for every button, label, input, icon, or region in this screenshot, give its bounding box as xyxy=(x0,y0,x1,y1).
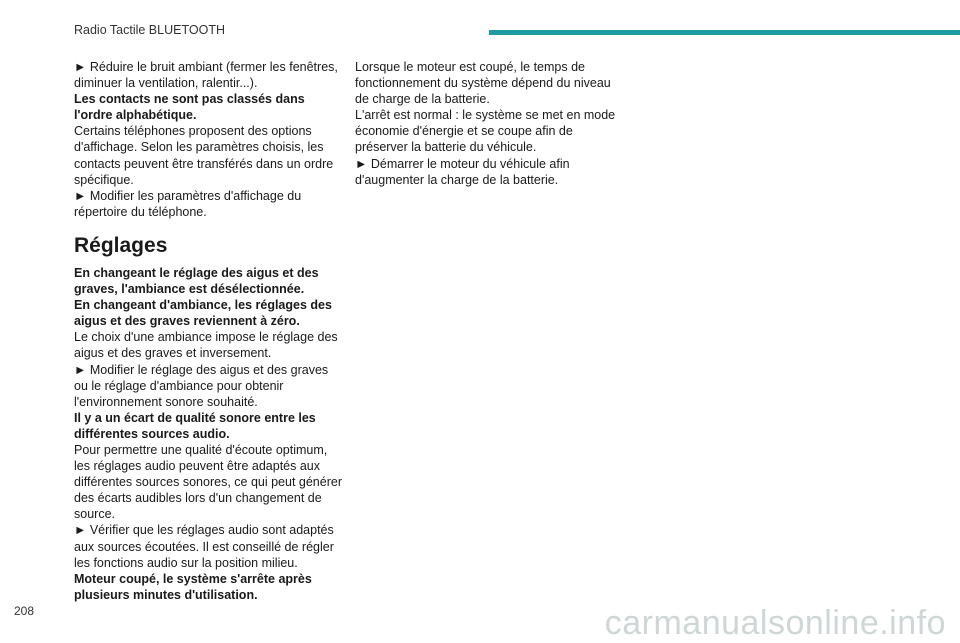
paragraph: ► Réduire le bruit ambiant (fermer les fenêtres, diminuer la ventilation, ralentir...). xyxy=(74,60,338,91)
paragraph: L'arrêt est normal : le système se met en mode économie d'énergie et se coupe afin de préserver la batterie du véhicule. xyxy=(355,108,616,155)
left-column xyxy=(74,59,342,603)
paragraph: Pour permettre une qualité d'écoute optimum, les réglages audio peuvent être adaptés aux différentes sources sonores, ce qui peut générer des écarts audibles lors d'un changement de source. xyxy=(74,442,342,522)
paragraph: ► Modifier les paramètres d'affichage du répertoire du téléphone. xyxy=(74,188,302,219)
paragraph: ► Modifier le réglage des aigus et des graves ou le réglage d'ambiance pour obtenir l'environnement sonore souhaité. xyxy=(74,362,329,409)
section-heading: Réglages xyxy=(74,233,168,257)
question-heading: Les contacts ne sont pas classés dans l'ordre alphabétique. xyxy=(74,92,305,123)
page-number: 208 xyxy=(14,604,35,618)
paragraph: Certains téléphones proposent des options d'affichage. Selon les paramètres choisis, les contacts peuvent être transférés dans un ordre spécifique. xyxy=(74,124,334,187)
question-heading: Il y a un écart de qualité sonore entre les différentes sources audio. xyxy=(74,410,316,441)
question-heading: En changeant le réglage des aigus et des graves, l'ambiance est désélectionnée. xyxy=(74,265,319,297)
header-accent-bar xyxy=(489,30,960,35)
question-heading: Moteur coupé, le système s'arrête après plusieurs minutes d'utilisation. xyxy=(74,571,312,602)
paragraph: ► Vérifier que les réglages audio sont adaptés aux sources écoutées. Il est conseillé de régler les fonctions audio sur la position milieu. xyxy=(74,523,334,570)
paragraph: Lorsque le moteur est coupé, le temps de fonctionnement du système dépend du niveau de charge de la batterie. xyxy=(355,60,611,107)
watermark: carmanualsonline.info xyxy=(604,604,946,642)
right-column xyxy=(355,59,617,188)
question-heading: En changeant d'ambiance, les réglages des aigus et des graves reviennent à zéro. xyxy=(74,298,332,329)
paragraph: Le choix d'une ambiance impose le réglage des aigus et des graves et inversement. xyxy=(74,330,338,361)
header-title: Radio Tactile BLUETOOTH xyxy=(74,23,225,37)
paragraph: ► Démarrer le moteur du véhicule afin d'augmenter la charge de la batterie. xyxy=(355,156,570,187)
